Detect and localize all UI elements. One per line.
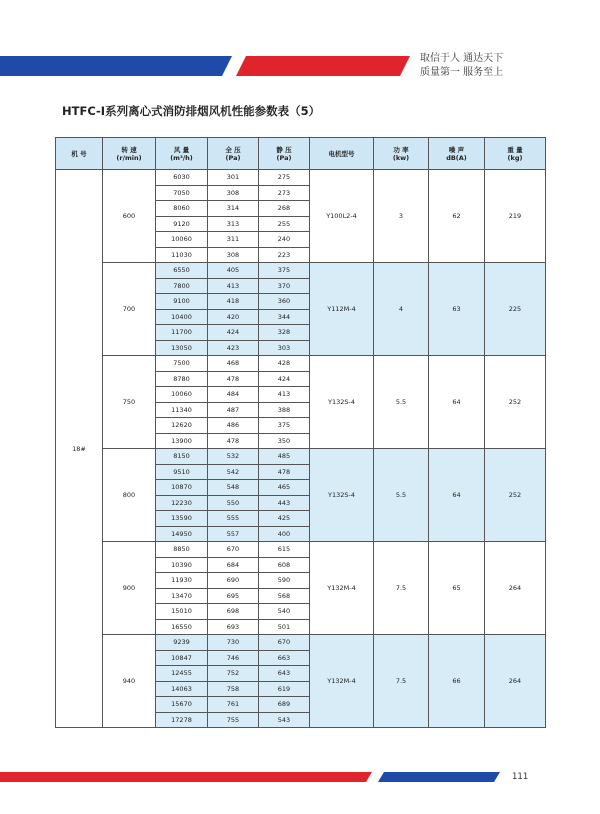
static-pressure-cell: 344: [259, 309, 310, 325]
static-pressure-cell: 540: [259, 604, 310, 620]
total-pressure-cell: 758: [208, 681, 259, 697]
static-pressure-cell: 375: [259, 418, 310, 434]
airflow-cell: 12230: [156, 495, 208, 511]
total-pressure-cell: 690: [208, 573, 259, 589]
slogan-line-2: 质量第一 服务至上: [420, 67, 504, 78]
total-pressure-cell: 532: [208, 449, 259, 465]
table-header-row: [56, 138, 546, 170]
total-pressure-cell: 405: [208, 263, 259, 279]
total-pressure-cell: 487: [208, 402, 259, 418]
total-pressure-cell: 418: [208, 294, 259, 310]
static-pressure-cell: 370: [259, 278, 310, 294]
weight-cell: 264: [485, 635, 546, 728]
model-number-cell: 18#: [56, 170, 103, 728]
static-pressure-cell: 590: [259, 573, 310, 589]
footer-red-stripe: [0, 772, 372, 782]
table-row: [56, 170, 546, 186]
header-motor: 电机型号: [310, 138, 374, 170]
page-title: HTFC-Ⅰ系列离心式消防排烟风机性能参数表（5）: [62, 104, 321, 118]
total-pressure-cell: 413: [208, 278, 259, 294]
total-pressure-cell: 542: [208, 464, 259, 480]
airflow-cell: 9510: [156, 464, 208, 480]
weight-cell: 252: [485, 449, 546, 542]
power-cell: 7.5: [374, 635, 429, 728]
static-pressure-cell: 485: [259, 449, 310, 465]
total-pressure-cell: 484: [208, 387, 259, 403]
airflow-cell: 11700: [156, 325, 208, 341]
static-pressure-cell: 273: [259, 185, 310, 201]
static-pressure-cell: 663: [259, 650, 310, 666]
airflow-cell: 10400: [156, 309, 208, 325]
static-pressure-cell: 360: [259, 294, 310, 310]
motor-cell: Y132M-4: [310, 635, 374, 728]
total-pressure-cell: 301: [208, 170, 259, 186]
static-pressure-cell: 275: [259, 170, 310, 186]
total-pressure-cell: 424: [208, 325, 259, 341]
airflow-cell: 10847: [156, 650, 208, 666]
blue-stripe: [0, 56, 232, 76]
noise-cell: 64: [429, 449, 485, 542]
airflow-cell: 7800: [156, 278, 208, 294]
speed-cell: 900: [103, 542, 156, 635]
total-pressure-cell: 730: [208, 635, 259, 651]
page-number: 111: [512, 772, 529, 782]
airflow-cell: 16550: [156, 619, 208, 635]
airflow-cell: 7500: [156, 356, 208, 372]
airflow-cell: 15670: [156, 697, 208, 713]
static-pressure-cell: 619: [259, 681, 310, 697]
airflow-cell: 7050: [156, 185, 208, 201]
motor-cell: Y100L2-4: [310, 170, 374, 263]
header-model: 机 号: [56, 138, 103, 170]
total-pressure-cell: 684: [208, 557, 259, 573]
total-pressure-cell: 755: [208, 712, 259, 728]
table-row: [56, 635, 546, 651]
airflow-cell: 13050: [156, 340, 208, 356]
total-pressure-cell: 693: [208, 619, 259, 635]
table-row: [56, 263, 546, 279]
total-pressure-cell: 468: [208, 356, 259, 372]
header-total-pressure: 全 压 (Pa): [208, 138, 259, 170]
airflow-cell: 10870: [156, 480, 208, 496]
weight-cell: 219: [485, 170, 546, 263]
static-pressure-cell: 255: [259, 216, 310, 232]
footer-stripes: [0, 772, 500, 782]
motor-cell: Y112M-4: [310, 263, 374, 356]
total-pressure-cell: 314: [208, 201, 259, 217]
airflow-cell: 6550: [156, 263, 208, 279]
total-pressure-cell: 548: [208, 480, 259, 496]
airflow-cell: 8060: [156, 201, 208, 217]
performance-table: [55, 137, 546, 728]
airflow-cell: 12620: [156, 418, 208, 434]
static-pressure-cell: 400: [259, 526, 310, 542]
static-pressure-cell: 643: [259, 666, 310, 682]
footer-blue-stripe: [378, 772, 500, 782]
speed-cell: 700: [103, 263, 156, 356]
static-pressure-cell: 328: [259, 325, 310, 341]
table-row: [56, 449, 546, 465]
static-pressure-cell: 425: [259, 511, 310, 527]
airflow-cell: 10060: [156, 387, 208, 403]
airflow-cell: 10060: [156, 232, 208, 248]
airflow-cell: 9120: [156, 216, 208, 232]
airflow-cell: 9239: [156, 635, 208, 651]
total-pressure-cell: 670: [208, 542, 259, 558]
static-pressure-cell: 478: [259, 464, 310, 480]
static-pressure-cell: 375: [259, 263, 310, 279]
static-pressure-cell: 465: [259, 480, 310, 496]
table-row: [56, 542, 546, 558]
airflow-cell: 6030: [156, 170, 208, 186]
slogan-line-1: 取信于人 通达天下: [420, 53, 504, 64]
static-pressure-cell: 223: [259, 247, 310, 263]
power-cell: 4: [374, 263, 429, 356]
static-pressure-cell: 501: [259, 619, 310, 635]
header-noise: 噪 声 dB(A): [429, 138, 485, 170]
total-pressure-cell: 752: [208, 666, 259, 682]
noise-cell: 65: [429, 542, 485, 635]
static-pressure-cell: 240: [259, 232, 310, 248]
weight-cell: 264: [485, 542, 546, 635]
total-pressure-cell: 308: [208, 247, 259, 263]
static-pressure-cell: 543: [259, 712, 310, 728]
airflow-cell: 8850: [156, 542, 208, 558]
power-cell: 5.5: [374, 356, 429, 449]
total-pressure-cell: 695: [208, 588, 259, 604]
static-pressure-cell: 268: [259, 201, 310, 217]
total-pressure-cell: 555: [208, 511, 259, 527]
speed-cell: 600: [103, 170, 156, 263]
airflow-cell: 8780: [156, 371, 208, 387]
total-pressure-cell: 420: [208, 309, 259, 325]
total-pressure-cell: 478: [208, 371, 259, 387]
static-pressure-cell: 615: [259, 542, 310, 558]
total-pressure-cell: 308: [208, 185, 259, 201]
noise-cell: 62: [429, 170, 485, 263]
noise-cell: 64: [429, 356, 485, 449]
header-power: 功 率 (kw): [374, 138, 429, 170]
weight-cell: 225: [485, 263, 546, 356]
static-pressure-cell: 388: [259, 402, 310, 418]
motor-cell: Y132S-4: [310, 356, 374, 449]
red-stripe: [236, 56, 410, 76]
total-pressure-cell: 550: [208, 495, 259, 511]
airflow-cell: 9100: [156, 294, 208, 310]
total-pressure-cell: 423: [208, 340, 259, 356]
table-body: [56, 170, 546, 728]
table-row: [56, 356, 546, 372]
power-cell: 7.5: [374, 542, 429, 635]
header-airflow: 风 量 (m³/h): [156, 138, 208, 170]
static-pressure-cell: 413: [259, 387, 310, 403]
airflow-cell: 12455: [156, 666, 208, 682]
total-pressure-cell: 557: [208, 526, 259, 542]
header-speed: 转 速 (r/min): [103, 138, 156, 170]
airflow-cell: 15010: [156, 604, 208, 620]
speed-cell: 800: [103, 449, 156, 542]
airflow-cell: 8150: [156, 449, 208, 465]
header-weight: 重 量 (kg): [485, 138, 546, 170]
airflow-cell: 11030: [156, 247, 208, 263]
total-pressure-cell: 698: [208, 604, 259, 620]
static-pressure-cell: 608: [259, 557, 310, 573]
motor-cell: Y132S-4: [310, 449, 374, 542]
static-pressure-cell: 670: [259, 635, 310, 651]
noise-cell: 66: [429, 635, 485, 728]
airflow-cell: 11930: [156, 573, 208, 589]
airflow-cell: 13900: [156, 433, 208, 449]
static-pressure-cell: 428: [259, 356, 310, 372]
power-cell: 5.5: [374, 449, 429, 542]
static-pressure-cell: 568: [259, 588, 310, 604]
airflow-cell: 11340: [156, 402, 208, 418]
static-pressure-cell: 424: [259, 371, 310, 387]
total-pressure-cell: 486: [208, 418, 259, 434]
static-pressure-cell: 350: [259, 433, 310, 449]
header-static-pressure: 静 压 (Pa): [259, 138, 310, 170]
total-pressure-cell: 478: [208, 433, 259, 449]
total-pressure-cell: 311: [208, 232, 259, 248]
total-pressure-cell: 746: [208, 650, 259, 666]
weight-cell: 252: [485, 356, 546, 449]
static-pressure-cell: 689: [259, 697, 310, 713]
header-stripes: [0, 56, 410, 76]
airflow-cell: 13470: [156, 588, 208, 604]
motor-cell: Y132M-4: [310, 542, 374, 635]
speed-cell: 940: [103, 635, 156, 728]
airflow-cell: 14063: [156, 681, 208, 697]
static-pressure-cell: 443: [259, 495, 310, 511]
total-pressure-cell: 761: [208, 697, 259, 713]
airflow-cell: 13590: [156, 511, 208, 527]
airflow-cell: 17278: [156, 712, 208, 728]
power-cell: 3: [374, 170, 429, 263]
header-slogan: [420, 52, 503, 80]
total-pressure-cell: 313: [208, 216, 259, 232]
speed-cell: 750: [103, 356, 156, 449]
airflow-cell: 10390: [156, 557, 208, 573]
static-pressure-cell: 303: [259, 340, 310, 356]
airflow-cell: 14950: [156, 526, 208, 542]
noise-cell: 63: [429, 263, 485, 356]
